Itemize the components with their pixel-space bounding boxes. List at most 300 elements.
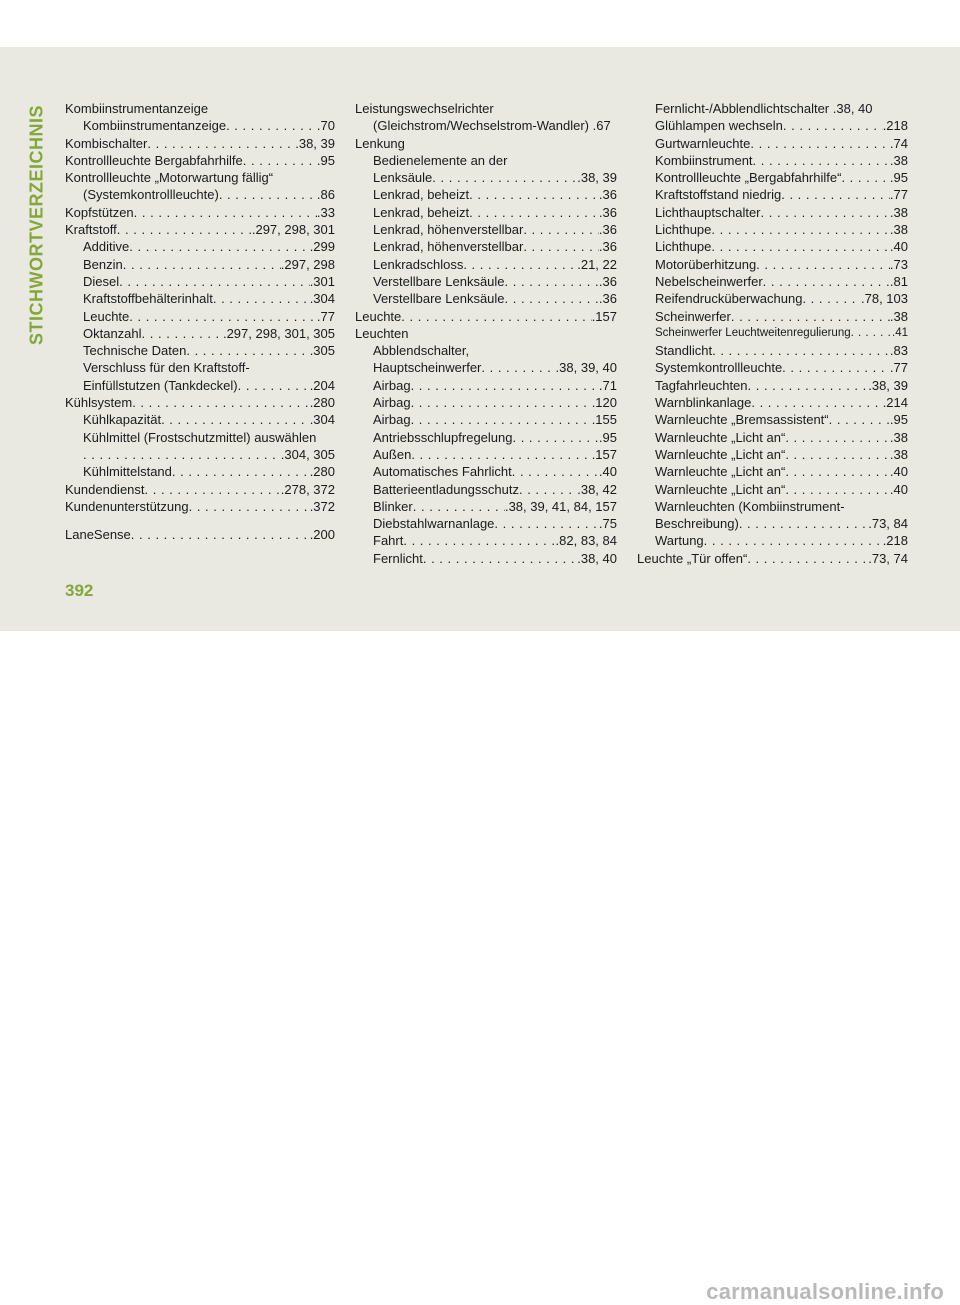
index-entry (65, 377, 335, 394)
index-leader-dots (763, 273, 890, 290)
index-leader-dots (712, 342, 890, 359)
index-page-ref: .297, 298, 301 (251, 222, 335, 238)
index-page-ref: .297, 298, 301, 305 (222, 325, 335, 341)
top-margin (0, 0, 960, 47)
index-entry (65, 256, 335, 273)
index-page-ref: .372 (309, 498, 335, 514)
index-column-1 (65, 100, 335, 543)
index-leader-dots (226, 117, 317, 134)
index-entry (65, 498, 335, 515)
index-entry (65, 221, 335, 238)
index-leader-dots (750, 135, 890, 152)
index-term: Warnleuchte „Licht an“ (655, 446, 786, 462)
index-page-ref: .278, 372 (280, 481, 335, 497)
index-entry (355, 169, 617, 186)
index-leader-dots (238, 377, 310, 394)
index-page-ref: .86 (316, 187, 335, 203)
index-entry (355, 325, 617, 342)
index-page-ref: .280 (309, 464, 335, 480)
index-entry (65, 429, 335, 446)
index-leader-dots (117, 221, 252, 238)
index-entry (637, 498, 908, 515)
index-column-3 (637, 100, 908, 567)
index-term: (Gleichstrom/Wechselstrom-Wandler) .67 (373, 118, 611, 134)
index-page-ref: .218 (882, 533, 908, 549)
index-page-ref: .95 (889, 412, 908, 428)
index-leader-dots (129, 308, 317, 325)
index-term: Leuchte (355, 308, 402, 324)
index-term: Batterieentladungsschutz (373, 481, 519, 497)
index-leader-dots (785, 446, 890, 463)
index-page-ref: .36 (598, 273, 617, 289)
index-entry (355, 446, 617, 463)
index-leader-dots (748, 377, 869, 394)
index-entry (637, 481, 908, 498)
index-term: Automatisches Fahrlicht (373, 464, 512, 480)
index-entry (355, 186, 617, 203)
index-leader-dots (219, 186, 317, 203)
index-leader-dots (829, 411, 890, 428)
index-term: Fernlicht (373, 550, 423, 566)
index-page-ref: .155 (591, 412, 617, 428)
index-page-ref: .40 (889, 239, 908, 255)
index-entry (637, 325, 908, 342)
index-page-ref: .95 (889, 170, 908, 186)
index-leader-dots (463, 256, 577, 273)
index-page-ref: .21, 22 (577, 256, 617, 272)
index-entry (355, 481, 617, 498)
index-term: Warnleuchte „Licht an“ (655, 464, 786, 480)
index-term: Kontrollleuchte „Motorwartung fällig“ (65, 170, 274, 186)
index-term: Bedienelemente an der (373, 152, 508, 168)
index-page-ref: .297, 298 (280, 256, 335, 272)
index-term: Airbag (373, 395, 411, 411)
index-leader-dots (782, 359, 890, 376)
index-entry (637, 221, 908, 238)
index-leader-dots (781, 186, 890, 203)
index-term: Kühlmittel (Frostschutzmittel) auswählen (83, 429, 317, 445)
index-leader-dots (505, 290, 599, 307)
index-leader-dots (711, 238, 890, 255)
index-term: Leuchte (83, 308, 130, 324)
index-term: Kundenunterstützung (65, 498, 189, 514)
index-leader-dots (481, 359, 555, 376)
index-term: Warnblinkanlage (655, 395, 752, 411)
index-entry (355, 498, 617, 515)
index-page-ref: .40 (889, 481, 908, 497)
index-entry (355, 342, 617, 359)
index-page-ref: .38, 39, 40 (555, 360, 617, 376)
index-page-ref: .77 (889, 360, 908, 376)
index-entry (65, 308, 335, 325)
index-term: Technische Daten (83, 343, 187, 359)
index-entry (637, 532, 908, 549)
index-term: Scheinwerfer Leuchtweitenregulierung (655, 326, 851, 339)
index-page-ref: .70 (316, 118, 335, 134)
index-term: Oktanzahl (83, 325, 142, 341)
index-entry (65, 359, 335, 376)
index-entry (65, 290, 335, 307)
index-term: Blinker (373, 498, 413, 514)
index-term: Lichthauptschalter (655, 204, 761, 220)
index-leader-dots (432, 169, 577, 186)
index-page-ref: .82, 83, 84 (555, 533, 617, 549)
index-term: Kühlkapazität (83, 412, 162, 428)
index-page-ref: .157 (591, 308, 617, 324)
index-entry (355, 532, 617, 549)
index-gap (65, 515, 335, 526)
index-term: Hauptscheinwerfer (373, 360, 482, 376)
index-term: Kombiinstrumentanzeige (65, 101, 209, 116)
index-page-ref: .280 (309, 395, 335, 411)
index-leader-dots (134, 204, 317, 221)
index-page-ref: .38 (889, 152, 908, 168)
index-page-ref: .81 (889, 273, 908, 289)
index-term: Diebstahlwarnanlage (373, 516, 495, 532)
index-entry (65, 446, 335, 463)
index-entry (355, 429, 617, 446)
index-leader-dots (132, 394, 309, 411)
index-term: Kombiinstrumentanzeige (83, 118, 227, 134)
index-leader-dots (753, 152, 890, 169)
index-term: Warnleuchte „Bremsassistent“ (655, 412, 829, 428)
index-term: Benzin (83, 256, 123, 272)
index-leader-dots (142, 325, 223, 342)
index-page-ref: .40 (598, 464, 617, 480)
index-entry (65, 100, 335, 117)
index-page-ref: .73, 74 (868, 550, 908, 566)
index-term: Lenkradschloss (373, 256, 464, 272)
index-term: Einfüllstutzen (Tankdeckel) (83, 377, 238, 393)
index-entry (637, 152, 908, 169)
index-page-ref: .38, 39, 41, 84, 157 (504, 498, 617, 514)
index-leader-dots (704, 532, 883, 549)
index-term: Kühlmittelstand (83, 464, 172, 480)
index-page-ref: .304 (309, 291, 335, 307)
index-page-ref: .200 (309, 527, 335, 543)
index-term: Kontrollleuchte Bergabfahrhilfe (65, 152, 243, 168)
index-page-ref: .218 (882, 118, 908, 134)
index-leader-dots (401, 308, 591, 325)
index-entry (355, 273, 617, 290)
index-page-ref: .38, 39 (577, 170, 617, 186)
index-term: Antriebsschlupfregelung (373, 429, 513, 445)
index-entry (65, 526, 335, 543)
index-term: Tagfahrleuchten (655, 377, 748, 393)
index-entry (637, 273, 908, 290)
index-leader-dots (802, 290, 861, 307)
index-term: Lenkrad, beheizt (373, 204, 470, 220)
index-term: Diesel (83, 273, 120, 289)
index-entry (637, 169, 908, 186)
index-term: Wartung (655, 533, 704, 549)
index-entry (355, 135, 617, 152)
index-page-ref: .36 (598, 239, 617, 255)
index-entry (637, 238, 908, 255)
index-page-ref: .77 (316, 308, 335, 324)
index-page-ref: .36 (598, 204, 617, 220)
index-leader-dots (505, 273, 599, 290)
index-leader-dots (783, 117, 883, 134)
index-term: Lenkrad, beheizt (373, 187, 470, 203)
index-term: Lenkrad, höhenverstellbar (373, 239, 524, 255)
index-page-ref: .304 (309, 412, 335, 428)
index-term: Kontrollleuchte „Bergabfahrhilfe“ (655, 170, 842, 186)
index-leader-dots (189, 498, 310, 515)
index-entry (637, 429, 908, 446)
index-leader-dots (413, 498, 505, 515)
index-term: Warnleuchten (Kombiinstrument- (655, 498, 845, 514)
index-term: Leuchten (355, 325, 409, 341)
index-page-ref: .95 (316, 152, 335, 168)
index-entry (65, 238, 335, 255)
index-entry (355, 411, 617, 428)
index-term: Kombischalter (65, 135, 148, 151)
index-term: Abblendschalter, (373, 343, 470, 359)
index-entry (65, 481, 335, 498)
index-leader-dots (469, 186, 599, 203)
index-entry (637, 515, 908, 532)
index-leader-dots (494, 515, 599, 532)
index-entry (355, 290, 617, 307)
index-page-ref: .38 (889, 222, 908, 238)
index-entry (355, 256, 617, 273)
index-leader-dots (751, 394, 882, 411)
index-term: Lichthupe (655, 239, 712, 255)
index-entry (355, 463, 617, 480)
index-entry (355, 308, 617, 325)
index-page-ref: .71 (598, 377, 617, 393)
index-term: Lichthupe (655, 222, 712, 238)
index-term: Verstellbare Lenksäule (373, 291, 505, 307)
index-leader-dots (147, 135, 295, 152)
index-entry (65, 411, 335, 428)
index-leader-dots (785, 429, 890, 446)
index-term: Beschreibung) (655, 516, 739, 532)
index-entry (637, 394, 908, 411)
index-leader-dots (83, 446, 281, 463)
index-leader-dots (123, 256, 281, 273)
index-leader-dots (129, 238, 309, 255)
index-leader-dots (711, 221, 890, 238)
index-entry (637, 411, 908, 428)
index-column-2 (355, 100, 617, 567)
index-entry (65, 273, 335, 290)
index-entry (65, 186, 335, 203)
index-term: Leuchte „Tür offen“ (637, 550, 748, 566)
index-entry (65, 342, 335, 359)
index-term: Außen (373, 446, 412, 462)
index-entry (637, 377, 908, 394)
index-entry (65, 169, 335, 186)
index-leader-dots (785, 463, 890, 480)
index-term: Airbag (373, 377, 411, 393)
side-tab-label: STICHWORTVERZEICHNIS (26, 104, 47, 346)
index-term: Standlicht (655, 343, 713, 359)
page-number: 392 (65, 581, 94, 600)
index-entry (355, 221, 617, 238)
index-entry (65, 135, 335, 152)
index-leader-dots (411, 446, 591, 463)
index-page-ref: .36 (598, 187, 617, 203)
index-page-ref: .305 (309, 343, 335, 359)
index-page-ref: .157 (591, 446, 617, 462)
index-leader-dots (423, 550, 577, 567)
index-term: Motorüberhitzung (655, 256, 757, 272)
index-leader-dots (411, 377, 599, 394)
index-page-ref: .301 (309, 273, 335, 289)
index-page-ref: .204 (309, 377, 335, 393)
index-leader-dots (186, 342, 309, 359)
index-leader-dots (411, 411, 592, 428)
index-entry (65, 152, 335, 169)
index-term: Kombiinstrument (655, 152, 753, 168)
index-term: Warnleuchte „Licht an“ (655, 429, 786, 445)
index-page-ref: .74 (889, 135, 908, 151)
index-page-ref: .73 (889, 256, 908, 272)
index-leader-dots (731, 308, 890, 325)
index-term: Gurtwarnleuchte (655, 135, 751, 151)
index-entry (65, 325, 335, 342)
index-leader-dots (512, 463, 599, 480)
index-leader-dots (785, 481, 890, 498)
index-term: Scheinwerfer (655, 308, 731, 324)
index-page-ref: .75 (598, 516, 617, 532)
index-entry (637, 117, 908, 134)
index-term: Reifendrucküberwachung (655, 291, 803, 307)
index-entry (355, 377, 617, 394)
index-entry (355, 100, 617, 117)
index-term: Lenksäule (373, 170, 433, 186)
index-entry (637, 256, 908, 273)
index-page-ref: .77 (889, 187, 908, 203)
index-page-ref: .40 (889, 464, 908, 480)
index-leader-dots (739, 515, 868, 532)
index-term: Kundendienst (65, 481, 145, 497)
index-page-ref: .95 (598, 429, 617, 445)
index-leader-dots (145, 481, 281, 498)
index-term: Airbag (373, 412, 411, 428)
index-leader-dots (213, 290, 310, 307)
index-term: Verstellbare Lenksäule (373, 273, 505, 289)
index-leader-dots (161, 411, 310, 428)
index-leader-dots (403, 532, 555, 549)
index-page-ref: .41 (892, 326, 908, 339)
index-term: Systemkontrollleuchte (655, 360, 783, 376)
index-leader-dots (761, 204, 890, 221)
index-leader-dots (747, 550, 868, 567)
index-term: LaneSense (65, 527, 131, 543)
index-page-ref: .38 (889, 446, 908, 462)
index-term: (Systemkontrollleuchte) (83, 187, 219, 203)
index-term: Fernlicht-/Abblendlichtschalter .38, 40 (655, 101, 873, 116)
index-entry (65, 204, 335, 221)
index-leader-dots (172, 463, 310, 480)
index-term: Fahrt (373, 533, 404, 549)
index-page-ref: .83 (889, 343, 908, 359)
index-leader-dots (851, 325, 892, 342)
index-entry (65, 394, 335, 411)
index-entry (637, 290, 908, 307)
index-entry (355, 359, 617, 376)
index-entry (355, 515, 617, 532)
index-leader-dots (512, 429, 598, 446)
index-page-ref: .38, 40 (577, 550, 617, 566)
index-entry (637, 135, 908, 152)
side-tab (27, 100, 47, 350)
index-entry (355, 394, 617, 411)
index-entry (637, 446, 908, 463)
index-leader-dots (469, 204, 599, 221)
index-leader-dots (119, 273, 310, 290)
index-entry (355, 204, 617, 221)
index-term: Kraftstoffstand niedrig (655, 187, 782, 203)
index-page-ref: .36 (598, 222, 617, 238)
index-page-ref: .36 (598, 291, 617, 307)
index-term: Lenkung (355, 135, 405, 151)
index-page-ref: .304, 305 (280, 446, 335, 462)
index-page-ref: .38, 42 (577, 481, 617, 497)
index-leader-dots (519, 481, 577, 498)
index-entry (637, 463, 908, 480)
index-term: Kraftstoff (65, 222, 117, 238)
index-leader-dots (756, 256, 890, 273)
index-entry (637, 550, 908, 567)
index-entry (637, 359, 908, 376)
watermark: carmanualsonline.info (706, 1279, 944, 1304)
index-entry (355, 117, 617, 134)
index-term: Warnleuchte „Licht an“ (655, 481, 786, 497)
index-page-ref: .38, 39 (295, 135, 335, 151)
index-entry (65, 117, 335, 134)
index-term: Kraftstoffbehälterinhalt (83, 291, 213, 307)
index-leader-dots (411, 394, 592, 411)
index-entry (637, 308, 908, 325)
index-entry (355, 238, 617, 255)
index-term: Additive (83, 239, 130, 255)
index-page-ref: .73, 84 (868, 516, 908, 532)
index-page-ref: .78, 103 (861, 291, 908, 307)
index-entry (637, 204, 908, 221)
index-term: Nebelscheinwerfer (655, 273, 763, 289)
index-entry (355, 550, 617, 567)
index-page-ref: .38 (889, 308, 908, 324)
index-leader-dots (523, 221, 599, 238)
index-term: Kühlsystem (65, 395, 133, 411)
index-term: Kopfstützen (65, 204, 134, 220)
index-page-ref: .38 (889, 204, 908, 220)
index-page-ref: .299 (309, 239, 335, 255)
index-leader-dots (523, 238, 599, 255)
index-term: Verschluss für den Kraftstoff- (83, 360, 250, 376)
index-page-ref: .38 (889, 429, 908, 445)
index-entry (637, 342, 908, 359)
index-entry (355, 152, 617, 169)
index-leader-dots (243, 152, 317, 169)
index-leader-dots (131, 526, 310, 543)
index-term: Lenkrad, höhenverstellbar (373, 222, 524, 238)
footer (0, 631, 960, 1304)
index-page-ref: .214 (882, 395, 908, 411)
index-page-ref: .33 (316, 204, 335, 220)
index-entry (65, 463, 335, 480)
index-page-ref: .38, 39 (868, 377, 908, 393)
index-term: Glühlampen wechseln (655, 118, 783, 134)
index-entry (637, 186, 908, 203)
index-leader-dots (841, 169, 889, 186)
index-term: Leistungswechselrichter (355, 101, 494, 116)
index-entry (637, 100, 908, 117)
